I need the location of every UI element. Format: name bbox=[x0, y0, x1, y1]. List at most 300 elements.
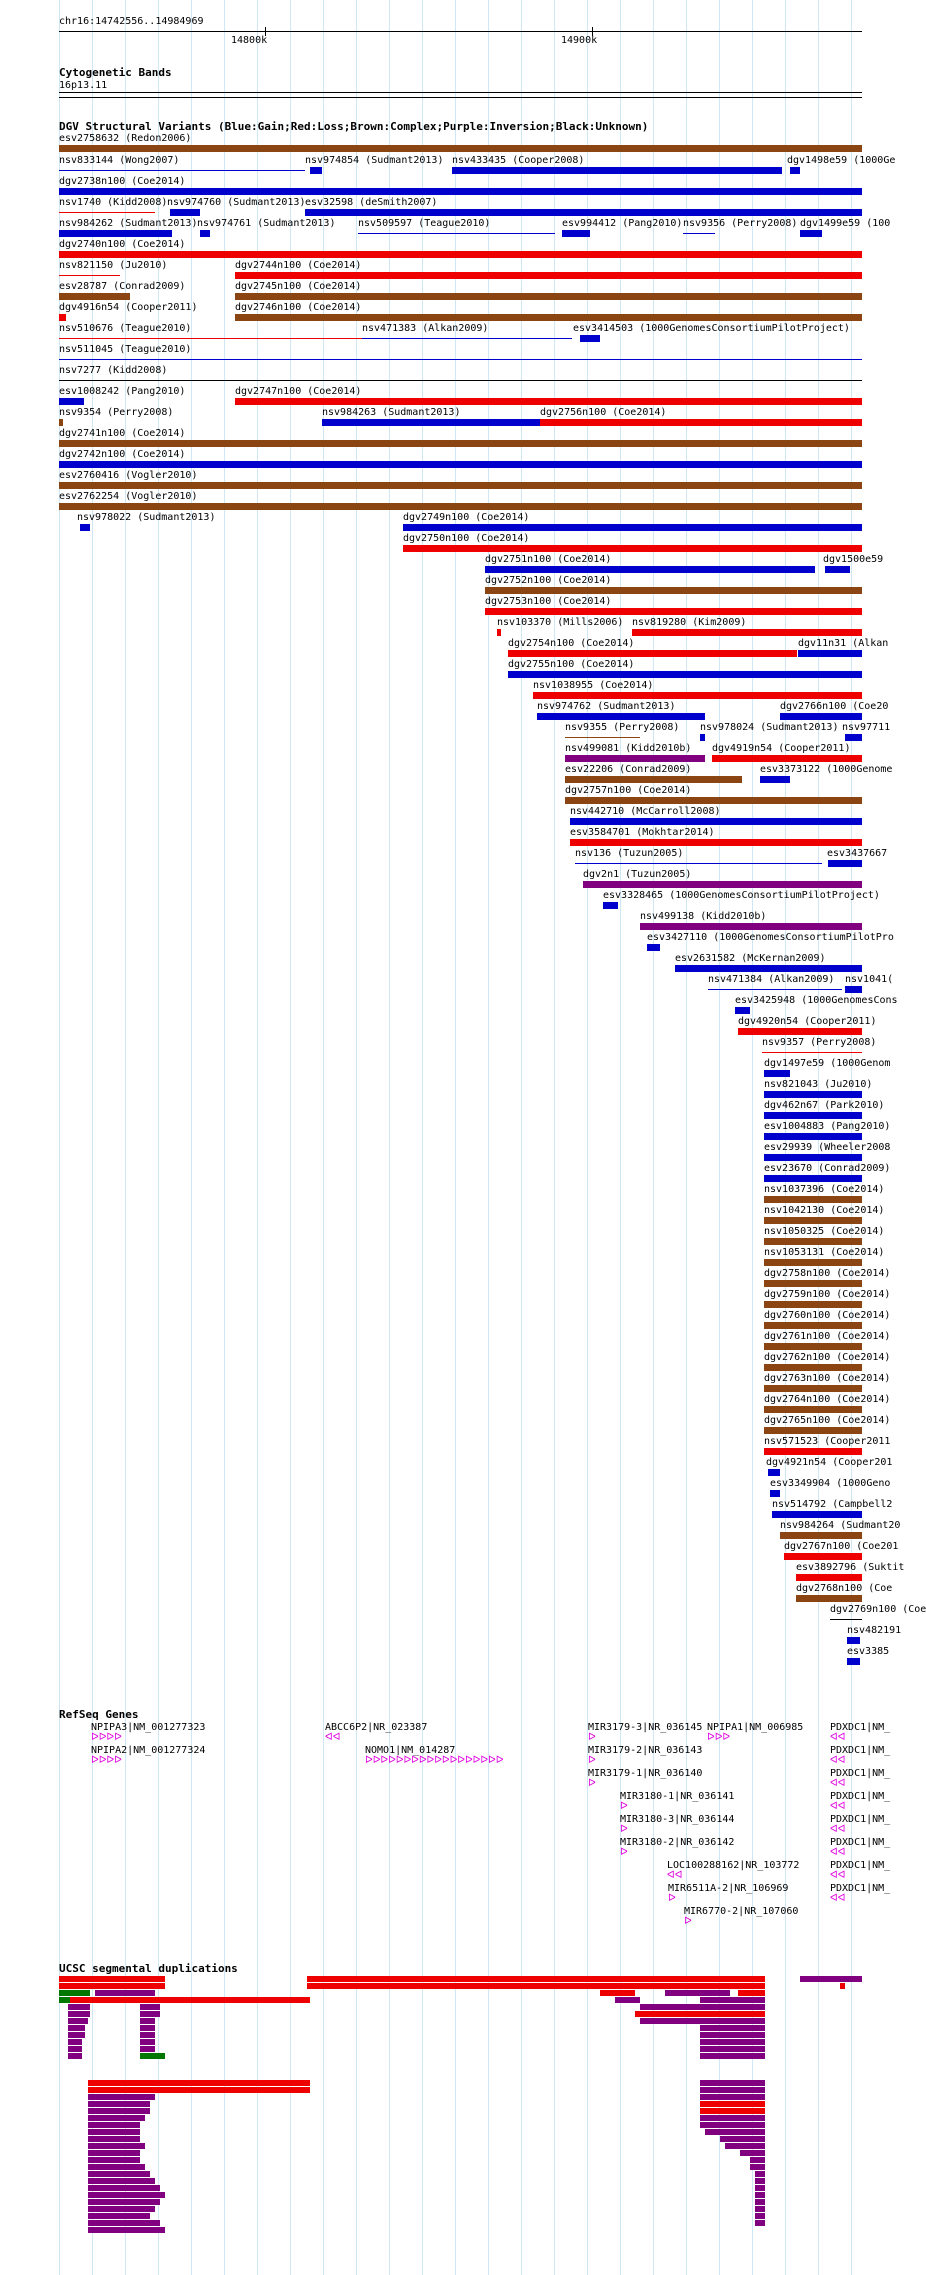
gene-model[interactable]: ᐊᐊ bbox=[830, 1778, 846, 1789]
variant-label[interactable]: nsv433435 (Cooper2008) bbox=[452, 155, 585, 166]
variant-label[interactable]: nsv984263 (Sudmant2013) bbox=[322, 407, 461, 418]
variant-bar[interactable] bbox=[764, 1385, 862, 1392]
variant-label[interactable]: nsv821150 (Ju2010) bbox=[59, 260, 168, 271]
segmental-duplication[interactable] bbox=[700, 2025, 765, 2031]
variant-bar[interactable] bbox=[647, 944, 660, 951]
variant-bar[interactable] bbox=[764, 1322, 862, 1329]
variant-label[interactable]: esv3425948 (1000GenomesCons bbox=[735, 995, 898, 1006]
variant-label[interactable]: dgv2752n100 (Coe2014) bbox=[485, 575, 612, 586]
variant-label[interactable]: dgv1498e59 (1000Ge bbox=[787, 155, 896, 166]
variant-label[interactable]: nsv482191 bbox=[847, 1625, 902, 1636]
variant-bar[interactable] bbox=[798, 650, 862, 657]
variant-bar[interactable] bbox=[59, 338, 365, 339]
variant-label[interactable]: nsv514792 (Campbell2 bbox=[772, 1499, 893, 1510]
variant-label[interactable]: dgv4920n54 (Cooper2011) bbox=[738, 1016, 877, 1027]
gene-model[interactable]: ᐊᐊ bbox=[830, 1755, 846, 1766]
variant-label[interactable]: esv23670 (Conrad2009) bbox=[764, 1163, 891, 1174]
variant-label[interactable]: dgv2764n100 (Coe2014) bbox=[764, 1394, 891, 1405]
variant-label[interactable]: dgv2740n100 (Coe2014) bbox=[59, 239, 186, 250]
variant-label[interactable]: dgv2768n100 (Coe bbox=[796, 1583, 893, 1594]
variant-bar[interactable] bbox=[764, 1280, 862, 1287]
variant-label[interactable]: nsv97711 bbox=[842, 722, 891, 733]
variant-label[interactable]: nsv1037396 (Coe2014) bbox=[764, 1184, 885, 1195]
variant-label[interactable]: dgv2745n100 (Coe2014) bbox=[235, 281, 362, 292]
variant-bar[interactable] bbox=[770, 1490, 780, 1497]
gene-model[interactable]: ᐅ bbox=[620, 1824, 628, 1835]
variant-label[interactable]: esv32598 (deSmith2007) bbox=[305, 197, 438, 208]
variant-bar[interactable] bbox=[59, 230, 172, 237]
segmental-duplication[interactable] bbox=[88, 2108, 150, 2114]
cytoband-ideogram[interactable] bbox=[59, 92, 862, 93]
variant-label[interactable]: dgv2756n100 (Coe2014) bbox=[540, 407, 667, 418]
variant-label[interactable]: dgv4916n54 (Cooper2011) bbox=[59, 302, 198, 313]
gene-model[interactable]: ᐅ bbox=[588, 1778, 596, 1789]
gene-model[interactable]: ᐊᐊ bbox=[830, 1847, 846, 1858]
variant-label[interactable]: esv3349904 (1000Geno bbox=[770, 1478, 891, 1489]
gene-label[interactable]: PDXDC1|NM_ bbox=[830, 1791, 891, 1802]
segmental-duplication[interactable] bbox=[68, 2032, 85, 2038]
segmental-duplication[interactable] bbox=[700, 2053, 765, 2059]
variant-label[interactable]: nsv978024 (Sudmant2013) bbox=[700, 722, 839, 733]
segmental-duplication[interactable] bbox=[755, 2199, 765, 2205]
segmental-duplication[interactable] bbox=[755, 2192, 765, 2198]
variant-bar[interactable] bbox=[847, 1658, 860, 1665]
variant-bar[interactable] bbox=[403, 524, 862, 531]
segmental-duplication[interactable] bbox=[140, 2039, 155, 2045]
variant-label[interactable]: nsv9357 (Perry2008) bbox=[762, 1037, 877, 1048]
variant-bar[interactable] bbox=[764, 1427, 862, 1434]
gene-label[interactable]: PDXDC1|NM_ bbox=[830, 1768, 891, 1779]
variant-bar[interactable] bbox=[790, 167, 800, 174]
variant-label[interactable]: nsv9355 (Perry2008) bbox=[565, 722, 680, 733]
variant-bar[interactable] bbox=[575, 863, 822, 864]
segmental-duplication[interactable] bbox=[740, 2150, 765, 2156]
segmental-duplication[interactable] bbox=[600, 1990, 635, 1996]
segmental-duplication[interactable] bbox=[755, 2213, 765, 2219]
variant-label[interactable]: dgv2762n100 (Coe2014) bbox=[764, 1352, 891, 1363]
segmental-duplication[interactable] bbox=[140, 2025, 155, 2031]
segmental-duplication[interactable] bbox=[88, 2150, 140, 2156]
variant-bar[interactable] bbox=[59, 275, 120, 276]
variant-bar[interactable] bbox=[59, 440, 862, 447]
variant-bar[interactable] bbox=[764, 1196, 862, 1203]
segmental-duplication[interactable] bbox=[640, 2018, 700, 2024]
segmental-duplication[interactable] bbox=[140, 2053, 165, 2059]
variant-label[interactable]: nsv821043 (Ju2010) bbox=[764, 1079, 873, 1090]
variant-bar[interactable] bbox=[738, 1028, 862, 1035]
variant-bar[interactable] bbox=[59, 293, 130, 300]
variant-bar[interactable] bbox=[712, 755, 862, 762]
variant-bar[interactable] bbox=[565, 737, 640, 738]
gene-label[interactable]: LOC100288162|NR_103772 bbox=[667, 1860, 800, 1871]
variant-label[interactable]: dgv1500e59 bbox=[823, 554, 884, 565]
segmental-duplication[interactable] bbox=[88, 2206, 155, 2212]
variant-label[interactable]: nsv471384 (Alkan2009) bbox=[708, 974, 835, 985]
variant-label[interactable]: nsv499081 (Kidd2010b) bbox=[565, 743, 692, 754]
segmental-duplication[interactable] bbox=[88, 2213, 150, 2219]
variant-bar[interactable] bbox=[59, 482, 862, 489]
gene-model[interactable]: ᐊᐊ bbox=[830, 1801, 846, 1812]
segmental-duplication[interactable] bbox=[88, 2178, 155, 2184]
gene-label[interactable]: MIR3180-3|NR_036144 bbox=[620, 1814, 735, 1825]
segmental-duplication[interactable] bbox=[88, 2192, 165, 2198]
variant-label[interactable]: dgv2759n100 (Coe2014) bbox=[764, 1289, 891, 1300]
segmental-duplication[interactable] bbox=[68, 2025, 85, 2031]
variant-label[interactable]: nsv511045 (Teague2010) bbox=[59, 344, 192, 355]
variant-bar[interactable] bbox=[59, 380, 862, 381]
variant-bar[interactable] bbox=[764, 1343, 862, 1350]
variant-label[interactable]: esv3427110 (1000GenomesConsortiumPilotPro bbox=[647, 932, 894, 943]
variant-bar[interactable] bbox=[780, 713, 862, 720]
segmental-duplication[interactable] bbox=[88, 2080, 310, 2086]
variant-bar[interactable] bbox=[59, 251, 862, 258]
segmental-duplication[interactable] bbox=[700, 2080, 765, 2086]
variant-label[interactable]: esv28787 (Conrad2009) bbox=[59, 281, 186, 292]
variant-label[interactable]: dgv2754n100 (Coe2014) bbox=[508, 638, 635, 649]
variant-label[interactable]: esv1008242 (Pang2010) bbox=[59, 386, 186, 397]
variant-label[interactable]: nsv1053131 (Coe2014) bbox=[764, 1247, 885, 1258]
segmental-duplication[interactable] bbox=[68, 2046, 82, 2052]
variant-label[interactable]: nsv833144 (Wong2007) bbox=[59, 155, 180, 166]
variant-label[interactable]: dgv2746n100 (Coe2014) bbox=[235, 302, 362, 313]
segmental-duplication[interactable] bbox=[307, 1983, 765, 1989]
variant-label[interactable]: dgv2738n100 (Coe2014) bbox=[59, 176, 186, 187]
variant-label[interactable]: nsv1050325 (Coe2014) bbox=[764, 1226, 885, 1237]
gene-label[interactable]: PDXDC1|NM_ bbox=[830, 1837, 891, 1848]
gene-label[interactable]: MIR6770-2|NR_107060 bbox=[684, 1906, 799, 1917]
gene-label[interactable]: MIR3180-1|NR_036141 bbox=[620, 1791, 735, 1802]
gene-label[interactable]: MIR6511A-2|NR_106969 bbox=[668, 1883, 789, 1894]
segmental-duplication[interactable] bbox=[59, 1976, 165, 1982]
variant-bar[interactable] bbox=[675, 965, 862, 972]
segmental-duplication[interactable] bbox=[755, 2178, 765, 2184]
variant-label[interactable]: nsv974762 (Sudmant2013) bbox=[537, 701, 676, 712]
gene-label[interactable]: MIR3179-3|NR_036145 bbox=[588, 1722, 703, 1733]
segmental-duplication[interactable] bbox=[755, 2206, 765, 2212]
gene-model[interactable]: ᐅ bbox=[668, 1893, 676, 1904]
variant-label[interactable]: esv2760416 (Vogler2010) bbox=[59, 470, 198, 481]
segmental-duplication[interactable] bbox=[140, 2018, 155, 2024]
variant-bar[interactable] bbox=[764, 1133, 862, 1140]
variant-bar[interactable] bbox=[735, 1007, 750, 1014]
gene-label[interactable]: NPIPA3|NM_001277323 bbox=[91, 1722, 206, 1733]
variant-label[interactable]: dgv2755n100 (Coe2014) bbox=[508, 659, 635, 670]
variant-bar[interactable] bbox=[847, 1637, 860, 1644]
variant-bar[interactable] bbox=[362, 338, 572, 339]
variant-bar[interactable] bbox=[533, 692, 862, 699]
refseq-track-title[interactable]: RefSeq Genes bbox=[59, 1708, 139, 1721]
variant-bar[interactable] bbox=[562, 230, 590, 237]
variant-label[interactable]: dgv2750n100 (Coe2014) bbox=[403, 533, 530, 544]
segmental-duplication[interactable] bbox=[68, 2039, 82, 2045]
segmental-duplication[interactable] bbox=[720, 2136, 765, 2142]
variant-bar[interactable] bbox=[683, 233, 715, 234]
variant-label[interactable]: esv2758632 (Redon2006) bbox=[59, 133, 192, 144]
segmental-duplication[interactable] bbox=[615, 1997, 640, 2003]
gene-label[interactable]: ABCC6P2|NR_023387 bbox=[325, 1722, 428, 1733]
variant-label[interactable]: esv29939 (Wheeler2008 bbox=[764, 1142, 891, 1153]
variant-label[interactable]: nsv509597 (Teague2010) bbox=[358, 218, 491, 229]
cytobands-track-title[interactable]: Cytogenetic Bands bbox=[59, 66, 172, 79]
variant-bar[interactable] bbox=[485, 587, 862, 594]
segmental-duplication[interactable] bbox=[700, 2094, 765, 2100]
variant-bar[interactable] bbox=[762, 1052, 862, 1053]
segmental-duplication[interactable] bbox=[68, 2004, 90, 2010]
variant-label[interactable]: esv3892796 (Suktit bbox=[796, 1562, 905, 1573]
variant-bar[interactable] bbox=[59, 398, 84, 405]
variant-label[interactable]: dgv2751n100 (Coe2014) bbox=[485, 554, 612, 565]
variant-bar[interactable] bbox=[59, 503, 862, 510]
segmental-duplication[interactable] bbox=[635, 2011, 765, 2017]
variant-label[interactable]: dgv462n67 (Park2010) bbox=[764, 1100, 885, 1111]
variant-label[interactable]: nsv9354 (Perry2008) bbox=[59, 407, 174, 418]
variant-bar[interactable] bbox=[305, 209, 862, 216]
variant-bar[interactable] bbox=[235, 272, 862, 279]
variant-label[interactable]: dgv2747n100 (Coe2014) bbox=[235, 386, 362, 397]
segmental-duplication[interactable] bbox=[68, 2011, 90, 2017]
variant-label[interactable]: dgv2744n100 (Coe2014) bbox=[235, 260, 362, 271]
variant-label[interactable]: nsv819280 (Kim2009) bbox=[632, 617, 747, 628]
gene-label[interactable]: NPIPA1|NM_006985 bbox=[707, 1722, 804, 1733]
variant-label[interactable]: dgv2742n100 (Coe2014) bbox=[59, 449, 186, 460]
variant-bar[interactable] bbox=[565, 755, 705, 762]
segmental-duplication[interactable] bbox=[140, 2004, 160, 2010]
variant-label[interactable]: nsv978022 (Sudmant2013) bbox=[77, 512, 216, 523]
variant-label[interactable]: nsv571523 (Cooper2011 bbox=[764, 1436, 891, 1447]
segmental-duplication[interactable] bbox=[700, 2039, 765, 2045]
variant-label[interactable]: nsv499138 (Kidd2010b) bbox=[640, 911, 767, 922]
segmental-duplication[interactable] bbox=[88, 2164, 145, 2170]
variant-bar[interactable] bbox=[403, 545, 862, 552]
gene-label[interactable]: NPIPA2|NM_001277324 bbox=[91, 1745, 206, 1756]
gene-model[interactable]: ᐅᐅᐅ bbox=[707, 1732, 731, 1743]
variant-label[interactable]: nsv471383 (Alkan2009) bbox=[362, 323, 489, 334]
variant-bar[interactable] bbox=[796, 1574, 862, 1581]
variant-bar[interactable] bbox=[235, 293, 862, 300]
variant-label[interactable]: nsv974760 (Sudmant2013) bbox=[167, 197, 306, 208]
variant-bar[interactable] bbox=[59, 461, 862, 468]
variant-bar[interactable] bbox=[310, 167, 322, 174]
segmental-duplication[interactable] bbox=[140, 2011, 160, 2017]
segmental-duplication[interactable] bbox=[88, 2129, 140, 2135]
variant-bar[interactable] bbox=[485, 608, 862, 615]
segmental-duplication[interactable] bbox=[140, 2046, 155, 2052]
gene-model[interactable]: ᐊᐊ bbox=[830, 1824, 846, 1835]
variant-label[interactable]: dgv11n31 (Alkan bbox=[798, 638, 889, 649]
variant-bar[interactable] bbox=[570, 839, 862, 846]
variant-label[interactable]: dgv4921n54 (Cooper201 bbox=[766, 1457, 893, 1468]
variant-label[interactable]: dgv2766n100 (Coe20 bbox=[780, 701, 889, 712]
segmental-duplication[interactable] bbox=[665, 1990, 730, 1996]
variant-bar[interactable] bbox=[760, 776, 790, 783]
gene-model[interactable]: ᐊᐊ bbox=[830, 1870, 846, 1881]
gene-model[interactable]: ᐊᐊ bbox=[830, 1732, 846, 1743]
variant-label[interactable]: dgv2753n100 (Coe2014) bbox=[485, 596, 612, 607]
gene-model[interactable]: ᐅ bbox=[588, 1755, 596, 1766]
variant-bar[interactable] bbox=[80, 524, 90, 531]
variant-label[interactable]: esv1004883 (Pang2010) bbox=[764, 1121, 891, 1132]
segmental-duplication[interactable] bbox=[88, 2087, 310, 2093]
variant-bar[interactable] bbox=[780, 1532, 862, 1539]
segmental-duplication[interactable] bbox=[700, 2108, 765, 2114]
segmental-duplication[interactable] bbox=[68, 2018, 88, 2024]
variant-label[interactable]: dgv1497e59 (1000Genom bbox=[764, 1058, 891, 1069]
variant-bar[interactable] bbox=[603, 902, 618, 909]
variant-bar[interactable] bbox=[235, 398, 862, 405]
variant-label[interactable]: dgv2767n100 (Coe201 bbox=[784, 1541, 899, 1552]
segmental-duplication[interactable] bbox=[88, 2122, 140, 2128]
segmental-duplication[interactable] bbox=[750, 2164, 765, 2170]
variant-bar[interactable] bbox=[59, 188, 862, 195]
variant-bar[interactable] bbox=[796, 1595, 862, 1602]
variant-bar[interactable] bbox=[59, 359, 862, 360]
variant-label[interactable]: nsv136 (Tuzun2005) bbox=[575, 848, 684, 859]
variant-bar[interactable] bbox=[322, 419, 540, 426]
gene-label[interactable]: PDXDC1|NM_ bbox=[830, 1722, 891, 1733]
gene-model[interactable]: ᐅ bbox=[684, 1916, 692, 1927]
variant-label[interactable]: nsv7277 (Kidd2008) bbox=[59, 365, 168, 376]
variant-label[interactable]: esv22206 (Conrad2009) bbox=[565, 764, 692, 775]
variant-bar[interactable] bbox=[358, 233, 555, 234]
variant-bar[interactable] bbox=[632, 629, 862, 636]
segmental-duplication[interactable] bbox=[88, 2143, 145, 2149]
variant-bar[interactable] bbox=[497, 629, 501, 636]
gene-model[interactable]: ᐅᐅᐅᐅᐅᐅᐅᐅᐅᐅᐅᐅᐅᐅᐅᐅᐅᐅ bbox=[365, 1755, 504, 1766]
variant-bar[interactable] bbox=[764, 1175, 862, 1182]
variant-label[interactable]: dgv2761n100 (Coe2014) bbox=[764, 1331, 891, 1342]
variant-bar[interactable] bbox=[845, 734, 862, 741]
gene-model[interactable]: ᐊᐊ bbox=[830, 1893, 846, 1904]
segmental-duplication[interactable] bbox=[700, 2087, 765, 2093]
variant-bar[interactable] bbox=[830, 1619, 862, 1620]
variant-label[interactable]: esv994412 (Pang2010) bbox=[562, 218, 683, 229]
segmental-duplication[interactable] bbox=[700, 2032, 765, 2038]
gene-label[interactable]: MIR3179-1|NR_036140 bbox=[588, 1768, 703, 1779]
segmental-duplication[interactable] bbox=[88, 2171, 150, 2177]
segmental-duplication[interactable] bbox=[59, 1983, 165, 1989]
segmental-duplication[interactable] bbox=[755, 2220, 765, 2226]
variant-bar[interactable] bbox=[764, 1091, 862, 1098]
gene-model[interactable]: ᐅ bbox=[620, 1847, 628, 1858]
variant-bar[interactable] bbox=[583, 881, 862, 888]
segmental-duplication[interactable] bbox=[738, 1990, 765, 1996]
variant-bar[interactable] bbox=[708, 989, 842, 990]
variant-label[interactable]: dgv2741n100 (Coe2014) bbox=[59, 428, 186, 439]
variant-label[interactable]: dgv2749n100 (Coe2014) bbox=[403, 512, 530, 523]
variant-label[interactable]: nsv510676 (Teague2010) bbox=[59, 323, 192, 334]
gene-model[interactable]: ᐊᐊ bbox=[325, 1732, 341, 1743]
variant-label[interactable]: dgv2760n100 (Coe2014) bbox=[764, 1310, 891, 1321]
variant-label[interactable]: dgv2763n100 (Coe2014) bbox=[764, 1373, 891, 1384]
variant-label[interactable]: dgv2769n100 (Coe bbox=[830, 1604, 926, 1615]
variant-bar[interactable] bbox=[580, 335, 600, 342]
dgv-track-title[interactable]: DGV Structural Variants (Blue:Gain;Red:Loss;Brown:Complex;Purple:Inversion;Black:Unknown) bbox=[59, 120, 649, 133]
segmental-duplication[interactable] bbox=[88, 2199, 160, 2205]
variant-label[interactable]: esv3437667 bbox=[827, 848, 888, 859]
variant-label[interactable]: nsv984264 (Sudmant20 bbox=[780, 1520, 901, 1531]
segmental-duplication[interactable] bbox=[705, 2129, 765, 2135]
segmental-duplication[interactable] bbox=[88, 2136, 140, 2142]
variant-bar[interactable] bbox=[828, 860, 862, 867]
gene-model[interactable]: ᐅᐅᐅᐅ bbox=[91, 1755, 122, 1766]
variant-bar[interactable] bbox=[565, 776, 742, 783]
variant-bar[interactable] bbox=[700, 734, 705, 741]
variant-label[interactable]: nsv1042130 (Coe2014) bbox=[764, 1205, 885, 1216]
gene-model[interactable]: ᐅ bbox=[588, 1732, 596, 1743]
variant-bar[interactable] bbox=[764, 1217, 862, 1224]
gene-label[interactable]: PDXDC1|NM_ bbox=[830, 1860, 891, 1871]
variant-bar[interactable] bbox=[784, 1553, 862, 1560]
variant-bar[interactable] bbox=[170, 209, 200, 216]
variant-label[interactable]: dgv1499e59 (100 bbox=[800, 218, 891, 229]
gene-model[interactable]: ᐅ bbox=[620, 1801, 628, 1812]
variant-bar[interactable] bbox=[537, 713, 705, 720]
segmental-duplication[interactable] bbox=[750, 2157, 765, 2163]
segmental-duplication[interactable] bbox=[700, 2101, 765, 2107]
variant-bar[interactable] bbox=[764, 1448, 862, 1455]
segmental-duplication[interactable] bbox=[840, 1983, 845, 1989]
variant-label[interactable]: nsv974761 (Sudmant2013) bbox=[197, 218, 336, 229]
segdups-track-title[interactable]: UCSC segmental duplications bbox=[59, 1962, 238, 1975]
variant-bar[interactable] bbox=[235, 314, 862, 321]
segmental-duplication[interactable] bbox=[70, 1997, 310, 2003]
segmental-duplication[interactable] bbox=[88, 2185, 160, 2191]
variant-bar[interactable] bbox=[59, 170, 305, 171]
variant-bar[interactable] bbox=[59, 212, 155, 213]
variant-label[interactable]: esv3373122 (1000Genome bbox=[760, 764, 893, 775]
segmental-duplication[interactable] bbox=[700, 2122, 765, 2128]
gene-label[interactable]: PDXDC1|NM_ bbox=[830, 1883, 891, 1894]
variant-label[interactable]: nsv1740 (Kidd2008) bbox=[59, 197, 168, 208]
variant-label[interactable]: esv3385 bbox=[847, 1646, 890, 1657]
gene-label[interactable]: MIR3180-2|NR_036142 bbox=[620, 1837, 735, 1848]
variant-label[interactable]: nsv984262 (Sudmant2013) bbox=[59, 218, 198, 229]
segmental-duplication[interactable] bbox=[307, 1976, 765, 1982]
segmental-duplication[interactable] bbox=[755, 2185, 765, 2191]
variant-bar[interactable] bbox=[508, 650, 797, 657]
segmental-duplication[interactable] bbox=[88, 2115, 145, 2121]
variant-label[interactable]: dgv4919n54 (Cooper2011) bbox=[712, 743, 851, 754]
variant-label[interactable]: dgv2765n100 (Coe2014) bbox=[764, 1415, 891, 1426]
variant-label[interactable]: nsv103370 (Mills2006) bbox=[497, 617, 624, 628]
gene-label[interactable]: PDXDC1|NM_ bbox=[830, 1814, 891, 1825]
segmental-duplication[interactable] bbox=[700, 2046, 765, 2052]
variant-label[interactable]: nsv442710 (McCarroll2008) bbox=[570, 806, 721, 817]
segmental-duplication[interactable] bbox=[88, 2227, 165, 2233]
segmental-duplication[interactable] bbox=[59, 1990, 90, 1996]
variant-bar[interactable] bbox=[845, 986, 862, 993]
variant-bar[interactable] bbox=[59, 314, 66, 321]
segmental-duplication[interactable] bbox=[640, 2004, 765, 2010]
segmental-duplication[interactable] bbox=[700, 2018, 765, 2024]
variant-bar[interactable] bbox=[764, 1301, 862, 1308]
variant-bar[interactable] bbox=[825, 566, 850, 573]
variant-bar[interactable] bbox=[764, 1259, 862, 1266]
gene-label[interactable]: NOMO1|NM_014287 bbox=[365, 1745, 456, 1756]
segmental-duplication[interactable] bbox=[140, 2032, 155, 2038]
variant-label[interactable]: esv3328465 (1000GenomesConsortiumPilotProject) bbox=[603, 890, 880, 901]
variant-bar[interactable] bbox=[764, 1238, 862, 1245]
variant-bar[interactable] bbox=[764, 1070, 790, 1077]
variant-bar[interactable] bbox=[764, 1112, 862, 1119]
variant-bar[interactable] bbox=[485, 566, 815, 573]
variant-bar[interactable] bbox=[800, 230, 822, 237]
segmental-duplication[interactable] bbox=[68, 2053, 82, 2059]
segmental-duplication[interactable] bbox=[95, 1990, 155, 1996]
segmental-duplication[interactable] bbox=[800, 1976, 862, 1982]
variant-label[interactable]: dgv2757n100 (Coe2014) bbox=[565, 785, 692, 796]
variant-bar[interactable] bbox=[570, 818, 862, 825]
